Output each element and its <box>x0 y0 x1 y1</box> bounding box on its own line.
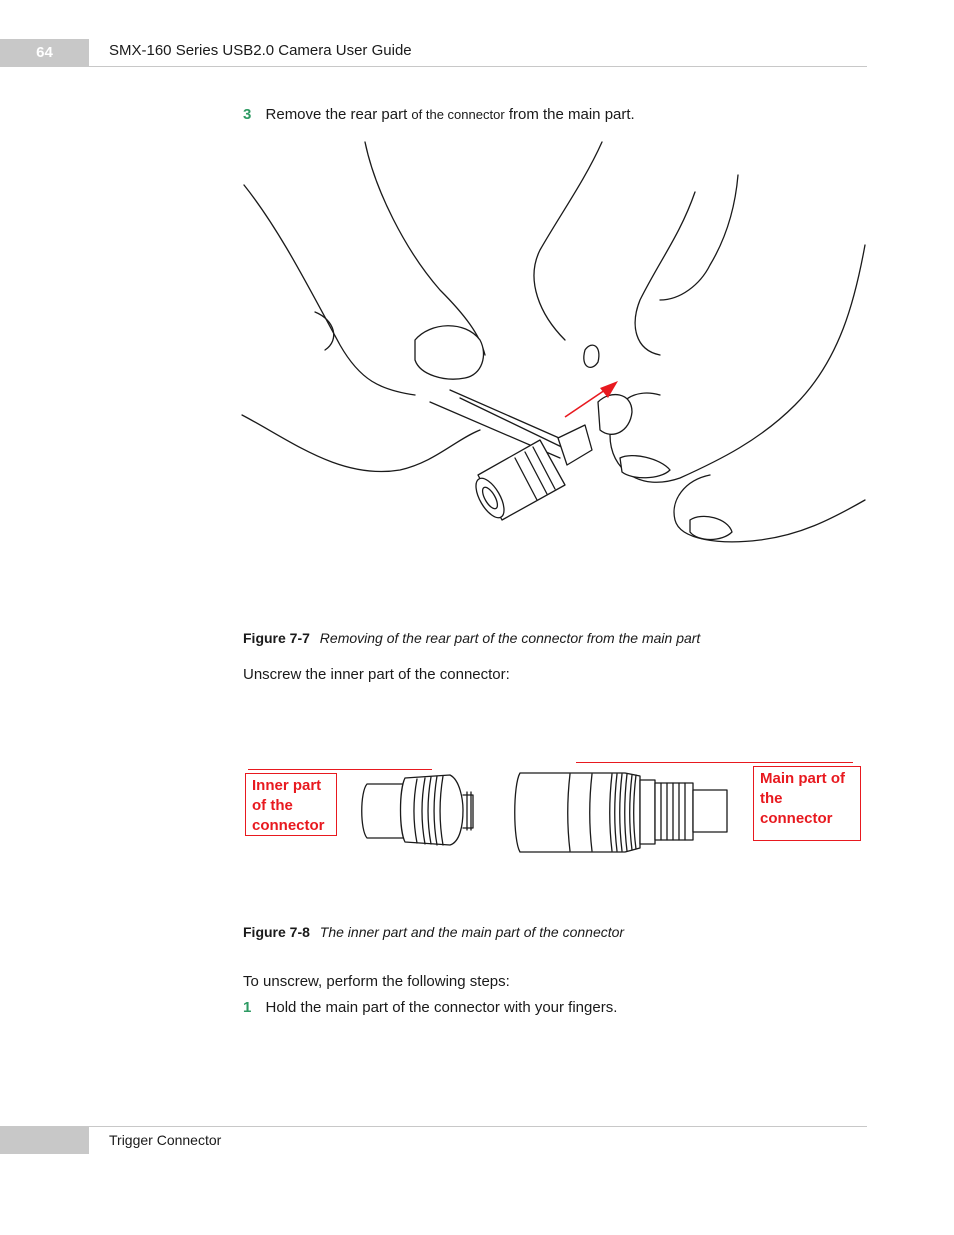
step-1-text: Hold the main part of the connector with your fingers. <box>265 999 618 1016</box>
page-number: 64 <box>36 44 53 61</box>
left-lower-hand <box>242 415 480 472</box>
footer-box <box>0 1126 89 1154</box>
step-1 <box>243 999 617 1016</box>
step-3 <box>243 106 635 123</box>
inner-part-label <box>245 773 337 836</box>
footer-section-title: Trigger Connector <box>109 1132 222 1148</box>
figure-7-8-text: The inner part and the main part of the connector <box>319 924 625 940</box>
step-3-text-a: Remove the rear part <box>265 106 412 123</box>
steps-intro: To unscrew, perform the following steps: <box>243 973 510 990</box>
main-part-label <box>753 766 861 841</box>
connector-rear-part <box>470 425 592 522</box>
left-hand-outline <box>244 185 415 395</box>
main-label-line-2: the <box>760 790 783 807</box>
step-3-number: 3 <box>243 106 252 123</box>
tool-shaft <box>450 390 575 452</box>
footer-rule <box>89 1126 867 1127</box>
figure-7-7-illustration <box>240 140 870 560</box>
right-hand-outline <box>610 245 865 482</box>
connector-inner-part <box>362 775 473 845</box>
header-rule <box>89 66 867 67</box>
figure-7-7-label: Figure 7-7 <box>243 630 310 646</box>
inner-label-line-1: Inner part <box>252 777 322 794</box>
step-3-text-b: of the connector <box>411 107 505 122</box>
right-finger-outline <box>534 142 602 340</box>
document-title: SMX-160 Series USB2.0 Camera User Guide <box>109 42 412 59</box>
main-label-line <box>576 762 853 763</box>
unscrew-intro: Unscrew the inner part of the connector: <box>243 666 510 683</box>
figure-7-7-text: Removing of the rear part of the connector from the main part <box>319 630 701 646</box>
figure-7-8-caption <box>243 924 624 940</box>
step-1-number: 1 <box>243 999 252 1016</box>
left-thumb-outline <box>365 142 485 355</box>
figure-7-7-caption <box>243 630 700 646</box>
inner-label-line-2: of the <box>252 797 293 814</box>
connector-main-part <box>515 773 727 852</box>
step-3-text-c: from the main part. <box>504 106 635 123</box>
right-fingernail <box>620 456 670 478</box>
inner-label-line-3: connector <box>252 817 325 834</box>
left-thumbnail <box>415 326 484 379</box>
main-label-line-3: connector <box>760 810 833 827</box>
figure-7-8-illustration <box>355 770 745 855</box>
main-label-line-1: Main part of <box>760 770 845 787</box>
figure-7-8-label: Figure 7-8 <box>243 924 310 940</box>
lower-fingernail <box>690 516 732 539</box>
